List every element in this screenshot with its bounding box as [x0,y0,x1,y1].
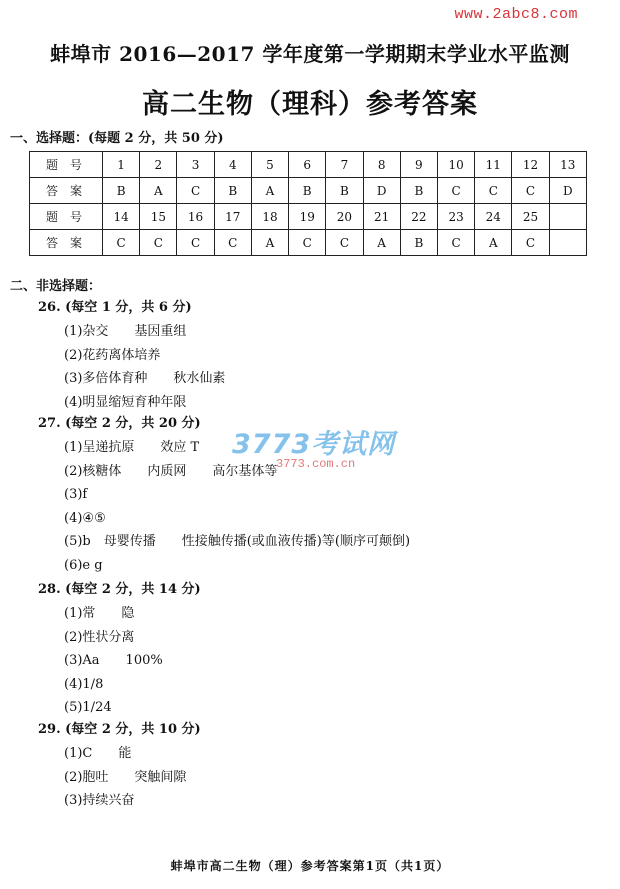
answer-line: (2)性状分离 [64,629,135,645]
table-cell: B [289,178,326,204]
table-cell: C [512,230,549,256]
watermark-logo [232,422,395,471]
table-cell: C [177,230,214,256]
answer-line: (2)胞吐 突触间隙 [64,769,187,785]
page-footer: 蚌埠市高二生物（理）参考答案第1页（共1页） [170,859,450,873]
answer-line: (1)C 能 [64,746,132,761]
table-cell: B [214,178,251,204]
watermark-site-text: 3773.com.cn [276,457,356,471]
table-cell: 13 [549,152,586,178]
answer-line: (4)明显缩短育种年限 [64,394,187,410]
table-cell: C [140,230,177,256]
answer-line: (1)杂交 基因重组 [64,324,187,339]
question-26 [38,296,225,414]
table-cell: 5 [251,152,288,178]
answer-line: (1)呈递抗原 效应 T [64,440,200,455]
row-label: 答案 [30,178,103,204]
table-cell: B [400,230,437,256]
answer-line: (4)1/8 [64,676,104,692]
table-cell: 24 [475,204,512,230]
table-cell: C [512,178,549,204]
table-cell: 7 [326,152,363,178]
table-cell: 12 [512,152,549,178]
watermark-url: www.2abc8.com [454,6,578,23]
table-row [30,178,587,204]
answer-line: (3)f [64,487,88,503]
table-cell: 1 [103,152,140,178]
section-multiple-choice-heading: 一、选择题：(每题 2 分，共 50 分) [10,131,224,146]
table-row [30,204,587,230]
table-cell: 10 [437,152,474,178]
question-29 [38,718,201,813]
table-cell: 6 [289,152,326,178]
answer-line: (5)1/24 [64,700,112,716]
table-cell [549,230,586,256]
table-cell: 3 [177,152,214,178]
table-cell: 2 [140,152,177,178]
table-cell: C [214,230,251,256]
table-cell: C [103,230,140,256]
table-cell: 22 [400,204,437,230]
table-cell: 4 [214,152,251,178]
table-row [30,152,587,178]
table-row [30,230,587,256]
answer-line: (5)b 母婴传播 性接触传播(或血液传播)等(顺序可颠倒) [64,534,411,550]
answer-line: (4)④⑤ [64,510,106,526]
table-cell: 11 [475,152,512,178]
table-cell: B [103,178,140,204]
answer-line: (2)核糖体 内质网 高尔基体等 [64,463,278,479]
table-cell: B [326,178,363,204]
watermark-logo-text: 3773考试网 [232,429,396,460]
table-cell: A [140,178,177,204]
table-cell: A [251,178,288,204]
answer-line: (1)常 隐 [64,606,135,621]
answer-line: (3)Aa 100% [64,653,163,669]
answer-line: (2)花药离体培养 [64,347,161,363]
table-cell: 19 [289,204,326,230]
table-cell: 23 [437,204,474,230]
table-cell: 18 [251,204,288,230]
question-heading: 27. (每空 2 分，共 20 分) [38,416,201,431]
answer-line: (6)e g [64,557,103,573]
row-label: 题号 [30,152,103,178]
row-label: 题号 [30,204,103,230]
table-cell: D [549,178,586,204]
question-heading: 29. (每空 2 分，共 10 分) [38,722,201,737]
table-cell: C [475,178,512,204]
question-28 [38,578,201,720]
table-cell: A [475,230,512,256]
answer-line: (3)多倍体育种 秋水仙素 [64,371,226,387]
table-cell: 15 [140,204,177,230]
table-cell: B [400,178,437,204]
table-cell: 16 [177,204,214,230]
table-cell: C [177,178,214,204]
table-cell: C [437,230,474,256]
question-heading: 26. (每空 1 分，共 6 分) [38,300,192,315]
table-cell: 20 [326,204,363,230]
answer-key-subtitle: 高二生物（理科）参考答案 [142,89,478,120]
table-cell: C [437,178,474,204]
row-label: 答案 [30,230,103,256]
table-cell: C [289,230,326,256]
table-cell [549,204,586,230]
table-cell: 25 [512,204,549,230]
table-cell: 9 [400,152,437,178]
table-cell: A [363,230,400,256]
question-heading: 28. (每空 2 分，共 14 分) [38,582,201,597]
table-cell: 8 [363,152,400,178]
section-non-choice-heading: 二、非选择题： [10,279,102,294]
exam-title: 蚌埠市 2016—2017 学年度第一学期期末学业水平监测 [50,42,570,66]
table-cell: A [251,230,288,256]
answer-line: (3)持续兴奋 [64,793,135,809]
table-cell: 14 [103,204,140,230]
table-cell: 17 [214,204,251,230]
table-cell: D [363,178,400,204]
answer-table [29,151,587,256]
table-cell: 21 [363,204,400,230]
table-cell: C [326,230,363,256]
